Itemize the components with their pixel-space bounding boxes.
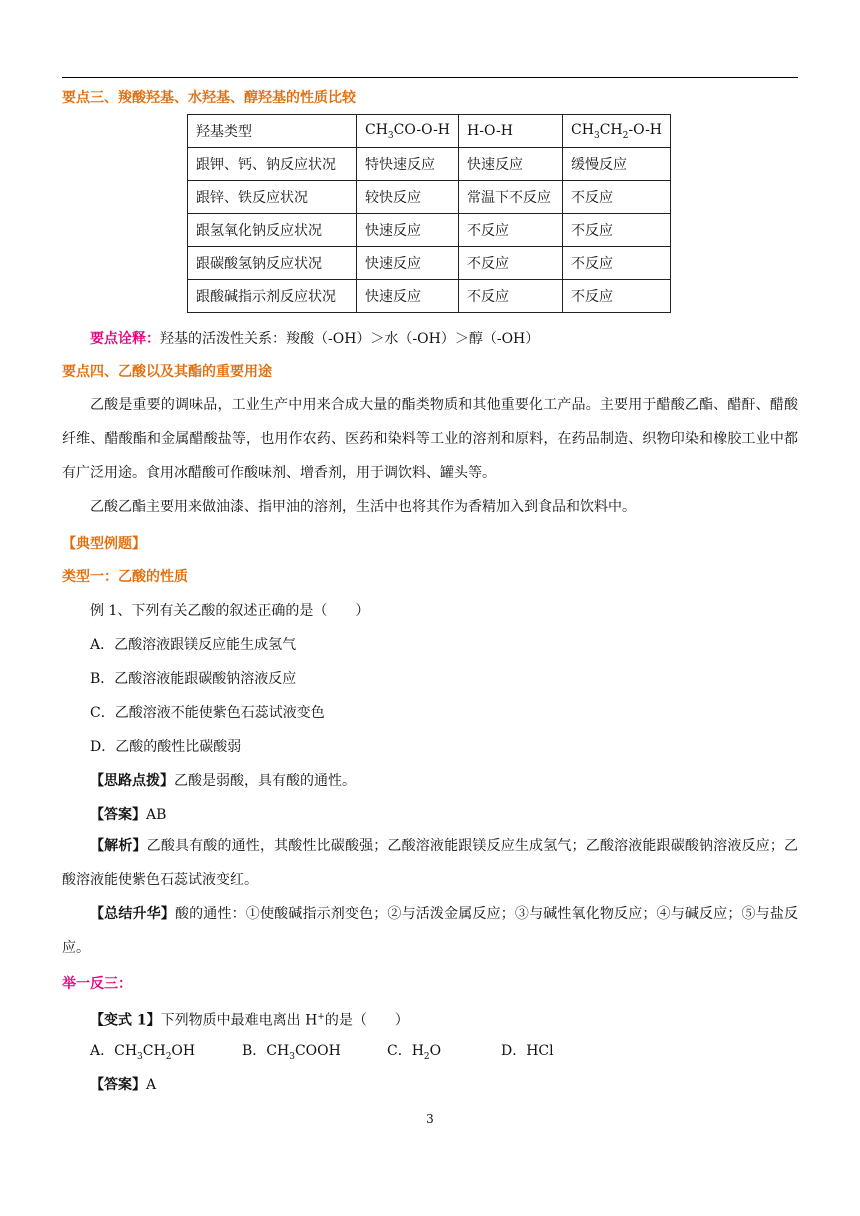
table-cell: H-O-H [459, 115, 563, 148]
answer-label: 【答案】 [90, 807, 146, 823]
summary-text: 酸的通性：①使酸碱指示剂变色；②与活泼金属反应；③与碱性氧化物反应；④与碱反应；⑤与盐反应。 [62, 906, 799, 956]
table-cell: 快速反应 [357, 247, 459, 280]
table-header-row [188, 115, 671, 148]
hint-line [90, 771, 356, 791]
table-cell: 跟碳酸氢钠反应状况 [188, 247, 357, 280]
table-cell: 不反应 [563, 181, 671, 214]
table-cell: 常温下不反应 [459, 181, 563, 214]
variant-text-pre: 下列物质中最难电离出 H [160, 1012, 318, 1029]
variant-option-b: B．$CH_3COOH$ [242, 1043, 341, 1062]
analysis-label: 【解析】 [90, 838, 147, 854]
table-cell: $CH_3CH_2-O-H$ [563, 115, 671, 148]
option-c: C．乙酸溶液不能使紫色石蕊试液变色 [90, 705, 325, 721]
option-a: A．乙酸溶液跟镁反应能生成氢气 [90, 637, 297, 653]
variant-option-a: A．$CH_3CH_2OH$ [90, 1043, 196, 1062]
variant-line [90, 1007, 409, 1031]
answer-text: AB [146, 807, 167, 823]
analysis-paragraph [62, 829, 798, 897]
summary-paragraph [62, 897, 798, 965]
table-row [188, 214, 671, 247]
table-row [188, 280, 671, 313]
table-row [188, 247, 671, 280]
table-cell: 跟锌、铁反应状况 [188, 181, 357, 214]
table-cell: 不反应 [459, 280, 563, 313]
practice-heading: 举一反三： [62, 976, 132, 992]
variant-options [90, 1041, 554, 1067]
section4-paragraph-1: 乙酸是重要的调味品，工业生产中用来合成大量的酯类物质和其他重要化工产品。主要用于醋酸乙酯、醋酐、醋酸纤维、醋酸酯和金属醋酸盐等，也用作农药、医药和染料等工业的溶剂和原料，在药品制造、织物印染和橡胶工业中都有广泛用途。食用冰醋酸可作酸味剂、增香剂，用于调饮料、罐头等。 [62, 397, 798, 481]
table-cell: 不反应 [563, 214, 671, 247]
table-row [188, 181, 671, 214]
table-cell: 快速反应 [357, 280, 459, 313]
table-cell: 快速反应 [357, 214, 459, 247]
examples-heading: 【典型例题】 [62, 536, 146, 552]
variant-option-c: C．$H_2O$ [387, 1043, 442, 1062]
table-cell: $CH_3CO-O-H$ [357, 115, 459, 148]
table-cell: 较快反应 [357, 181, 459, 214]
variant-answer-line [90, 1075, 156, 1095]
hint-label: 【思路点拨】 [90, 773, 174, 789]
table-cell: 不反应 [563, 280, 671, 313]
explain-line [90, 329, 539, 349]
header-rule [62, 77, 798, 78]
variant-answer-text: A [146, 1077, 157, 1093]
table-cell: 特快速反应 [357, 148, 459, 181]
page-number: 3 [426, 1112, 434, 1126]
variant-label: 【变式 1】 [90, 1012, 161, 1029]
table-cell: 不反应 [563, 247, 671, 280]
table-cell: 不反应 [459, 247, 563, 280]
hydroxyl-comparison-table [187, 114, 671, 313]
table-cell: 不反应 [459, 214, 563, 247]
option-d: D．乙酸的酸性比碳酸弱 [90, 739, 242, 755]
section4-heading: 要点四、乙酸以及其酯的重要用途 [62, 364, 272, 380]
variant-text-post: 的是（ ） [324, 1012, 409, 1029]
explain-text: 羟基的活泼性关系：羧酸（-OH）＞水（-OH）＞醇（-OH） [160, 331, 540, 347]
type1-heading: 类型一：乙酸的性质 [62, 569, 188, 585]
table-cell: 跟酸碱指示剂反应状况 [188, 280, 357, 313]
hint-text: 乙酸是弱酸，具有酸的通性。 [174, 773, 356, 789]
table-cell: 快速反应 [459, 148, 563, 181]
answer-line [90, 805, 166, 825]
table-row [188, 148, 671, 181]
variant-option-d: D．HCl [501, 1043, 554, 1059]
explain-label: 要点诠释： [90, 331, 160, 347]
table-cell: 跟钾、钙、钠反应状况 [188, 148, 357, 181]
table-cell: 跟氢氧化钠反应状况 [188, 214, 357, 247]
section4-paragraph-2: 乙酸乙酯主要用来做油漆、指甲油的溶剂，生活中也将其作为香精加入到食品和饮料中。 [90, 499, 636, 515]
question: 例 1、下列有关乙酸的叙述正确的是（ ） [90, 603, 370, 619]
superscript-plus: + [317, 1012, 325, 1022]
analysis-text: 乙酸具有酸的通性，其酸性比碳酸强；乙酸溶液能跟镁反应生成氢气；乙酸溶液能跟碳酸钠溶液反应；乙酸溶液能使紫色石蕊试液变红。 [62, 838, 799, 888]
summary-label: 【总结升华】 [90, 906, 175, 922]
variant-answer-label: 【答案】 [90, 1077, 146, 1093]
table-cell: 羟基类型 [188, 115, 357, 148]
table-cell: 缓慢反应 [563, 148, 671, 181]
option-b: B．乙酸溶液能跟碳酸钠溶液反应 [90, 671, 297, 687]
section3-heading: 要点三、羧酸羟基、水羟基、醇羟基的性质比较 [62, 90, 356, 106]
